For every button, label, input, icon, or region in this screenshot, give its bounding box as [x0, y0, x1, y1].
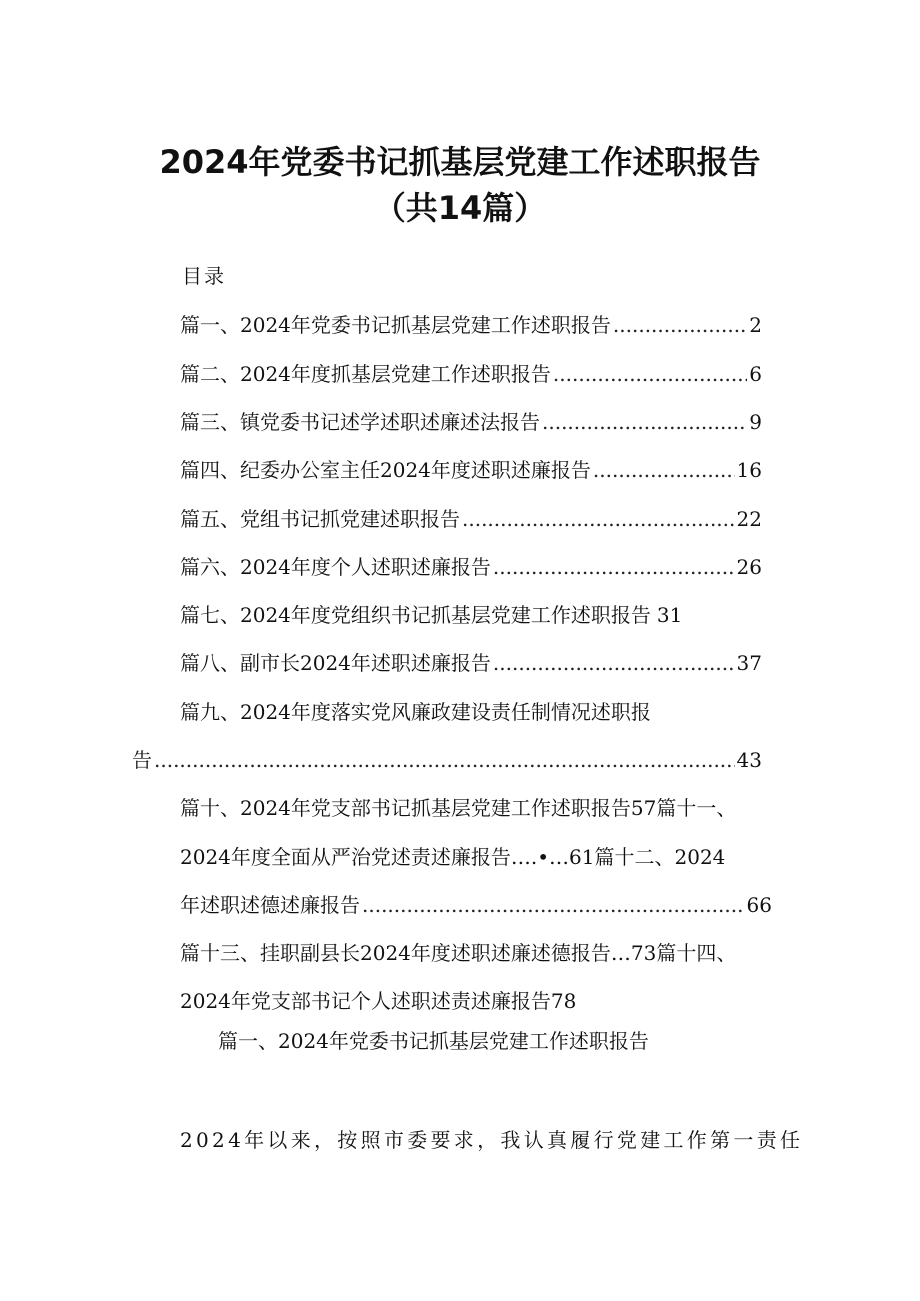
toc-leader-dots	[553, 359, 747, 389]
toc-entry-page: 31	[656, 603, 683, 627]
document-title: 2024年党委书记抓基层党建工作述职报告	[159, 143, 761, 181]
section-heading: 篇一、2024年党委书记抓基层党建工作述职报告	[218, 1029, 649, 1053]
toc-entry[interactable]	[180, 504, 762, 534]
toc-entry-page: 2	[749, 313, 762, 337]
toc-entry[interactable]	[180, 310, 762, 340]
toc-entry[interactable]	[132, 745, 762, 775]
toc-entry-text: 篇五、党组书记抓党建述职报告	[180, 507, 460, 531]
toc-entry-text: 年述职述德述廉报告	[180, 893, 360, 917]
document-subtitle: （共14篇）	[373, 189, 547, 227]
toc-entry-text: 告	[132, 748, 152, 772]
toc-entry-line[interactable]: 2024年党支部书记个人述职述责述廉报告78	[180, 989, 577, 1013]
toc-entry-line[interactable]: 篇十、2024年党支部书记抓基层党建工作述职报告57篇十一、	[180, 796, 737, 820]
toc-leader-dots	[493, 648, 735, 678]
toc-leader-dots	[154, 745, 735, 775]
toc-entry-page: 66	[746, 893, 772, 917]
toc-entry-line[interactable]: 2024年度全面从严治党述责述廉报告….•…61篇十二、2024	[180, 845, 726, 869]
toc-entry-page: 37	[736, 651, 762, 675]
toc-entry[interactable]	[180, 648, 762, 678]
toc-leader-dots	[613, 310, 747, 340]
toc-entry-text: 篇二、2024年度抓基层党建工作述职报告	[180, 362, 551, 386]
toc-label: 目录	[182, 264, 226, 288]
body-paragraph: 2024年以来，按照市委要求，我认真履行党建工作第一责任	[180, 1128, 804, 1152]
toc-entry[interactable]	[180, 890, 772, 920]
toc-entry-line[interactable]: 篇十三、挂职副县长2024年度述职述廉述德报告…73篇十四、	[180, 941, 737, 965]
toc-entry-text: 篇四、纪委办公室主任2024年度述职述廉报告	[180, 458, 591, 482]
toc-entry-text: 篇八、副市长2024年述职述廉报告	[180, 651, 491, 675]
toc-entry-page: 26	[736, 555, 762, 579]
toc-entry-text: 篇七、2024年度党组织书记抓基层党建工作述职报告	[180, 603, 651, 627]
toc-entry-text: 篇一、2024年党委书记抓基层党建工作述职报告	[180, 313, 611, 337]
toc-entry[interactable]	[180, 455, 762, 485]
toc-entry-page: 43	[736, 748, 762, 772]
toc-entry[interactable]	[180, 552, 762, 582]
toc-leader-dots	[493, 552, 735, 582]
toc-entry-text: 篇三、镇党委书记述学述职述廉述法报告	[180, 410, 540, 434]
toc-leader-dots	[593, 455, 735, 485]
toc-entry-line[interactable]: 篇九、2024年度落实党风廉政建设责任制情况述职报	[180, 700, 651, 724]
toc-leader-dots	[362, 890, 745, 920]
toc-leader-dots	[542, 407, 747, 437]
toc-leader-dots	[462, 504, 735, 534]
toc-entry[interactable]	[180, 600, 762, 630]
toc-entry[interactable]	[180, 359, 762, 389]
toc-entry[interactable]	[180, 407, 762, 437]
toc-entry-page: 9	[749, 410, 762, 434]
toc-entry-page: 22	[736, 507, 762, 531]
toc-entry-text: 篇六、2024年度个人述职述廉报告	[180, 555, 491, 579]
toc-entry-page: 6	[749, 362, 762, 386]
toc-entry-page: 16	[736, 458, 762, 482]
